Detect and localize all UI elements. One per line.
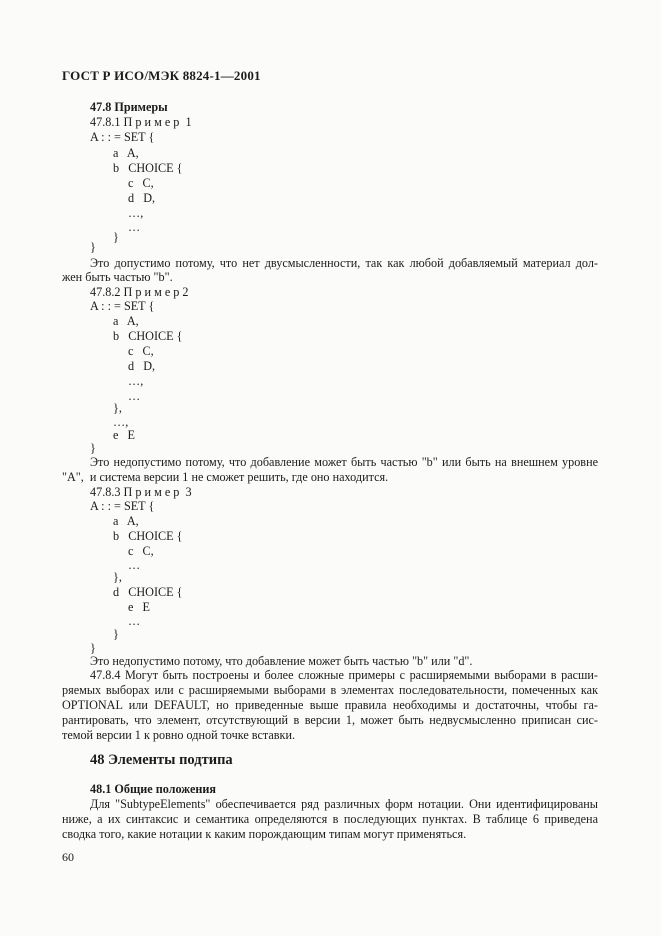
paragraph-line: ниже, а их синтаксис и семантика определяются в последующих пунктах. В таблице 6 приведена	[62, 812, 598, 826]
code-line: a A,	[113, 514, 139, 528]
code-line: A : : = SET {	[90, 499, 155, 513]
code-line: a A,	[113, 146, 139, 160]
paragraph-line: сводка того, какие нотации к каким порождающим типам могут применяться.	[62, 827, 467, 841]
code-line: d D,	[128, 359, 156, 373]
code-line: e E	[128, 600, 150, 614]
code-line: a A,	[113, 314, 139, 328]
section-title-48: 48 Элементы подтипа	[90, 752, 233, 768]
paragraph-line: Для "SubtypeElements" обеспечивается ряд различных форм нотации. Они идентифицированы	[90, 797, 598, 811]
example-label: 47.8.3 П р и м е р 3	[90, 485, 192, 499]
code-line: …	[128, 558, 141, 572]
code-line: A : : = SET {	[90, 130, 155, 144]
code-line: b CHOICE {	[113, 161, 183, 175]
paragraph-line: Это недопустимо потому, что добавление может быть частью "b" или "d".	[90, 654, 473, 668]
code-line: d D,	[128, 191, 156, 205]
example-label: 47.8.1 П р и м е р 1	[90, 115, 192, 129]
code-line: A : : = SET {	[90, 299, 155, 313]
paragraph-line: Это недопустимо потому, что добавление может быть частью "b" или быть на внешнем уровне	[90, 455, 598, 469]
code-line: }	[113, 627, 119, 641]
paragraph-line: Это допустимо потому, что нет двусмысленности, так как любой добавляемый материал дол-	[90, 256, 598, 270]
page-number: 60	[62, 850, 74, 864]
section-title-48-1: 48.1 Общие положения	[90, 782, 217, 796]
paragraph-line: жен быть частью "b".	[62, 270, 173, 284]
code-line: c C,	[128, 176, 154, 190]
document-header: ГОСТ Р ИСО/МЭК 8824-1—2001	[62, 68, 261, 83]
code-line: },	[113, 570, 122, 584]
section-title-47-8: 47.8 Примеры	[90, 100, 168, 114]
code-line: }	[90, 240, 96, 254]
code-line: b CHOICE {	[113, 529, 183, 543]
code-line: …	[128, 220, 141, 234]
paragraph-line: "A", и система версии 1 не сможет решить, где оно находится.	[62, 470, 389, 484]
code-line: …,	[113, 415, 129, 429]
code-line: }	[90, 441, 96, 455]
code-line: …,	[128, 206, 144, 220]
paragraph-line: OPTIONAL или DEFAULT, но приведенные выше правила необходимы и достаточны, чтобы га-	[62, 698, 598, 712]
code-line: }	[113, 230, 119, 244]
code-line: …	[128, 389, 141, 403]
code-line: …	[128, 614, 141, 628]
paragraph-line: 47.8.4 Могут быть построены и более сложные примеры с расширяемыми выборами в расши-	[90, 668, 598, 682]
code-line: e E	[113, 428, 135, 442]
paragraph-line: ряемых выборах или с расширяемыми выборами в элементах последовательности, помеченных как	[62, 683, 598, 697]
code-line: }	[90, 641, 96, 655]
paragraph-line: рантировать, что элемент, отсутствующий в версии 1, может быть недвусмысленно приписан сис-	[62, 713, 598, 727]
paragraph-line: темой версии 1 к ровно одной точке вставки.	[62, 728, 296, 742]
code-line: c C,	[128, 344, 154, 358]
example-label: 47.8.2 П р и м е р 2	[90, 285, 189, 299]
code-line: c C,	[128, 544, 154, 558]
code-line: b CHOICE {	[113, 329, 183, 343]
code-line: },	[113, 401, 122, 415]
code-line: d CHOICE {	[113, 585, 183, 599]
code-line: …,	[128, 374, 144, 388]
